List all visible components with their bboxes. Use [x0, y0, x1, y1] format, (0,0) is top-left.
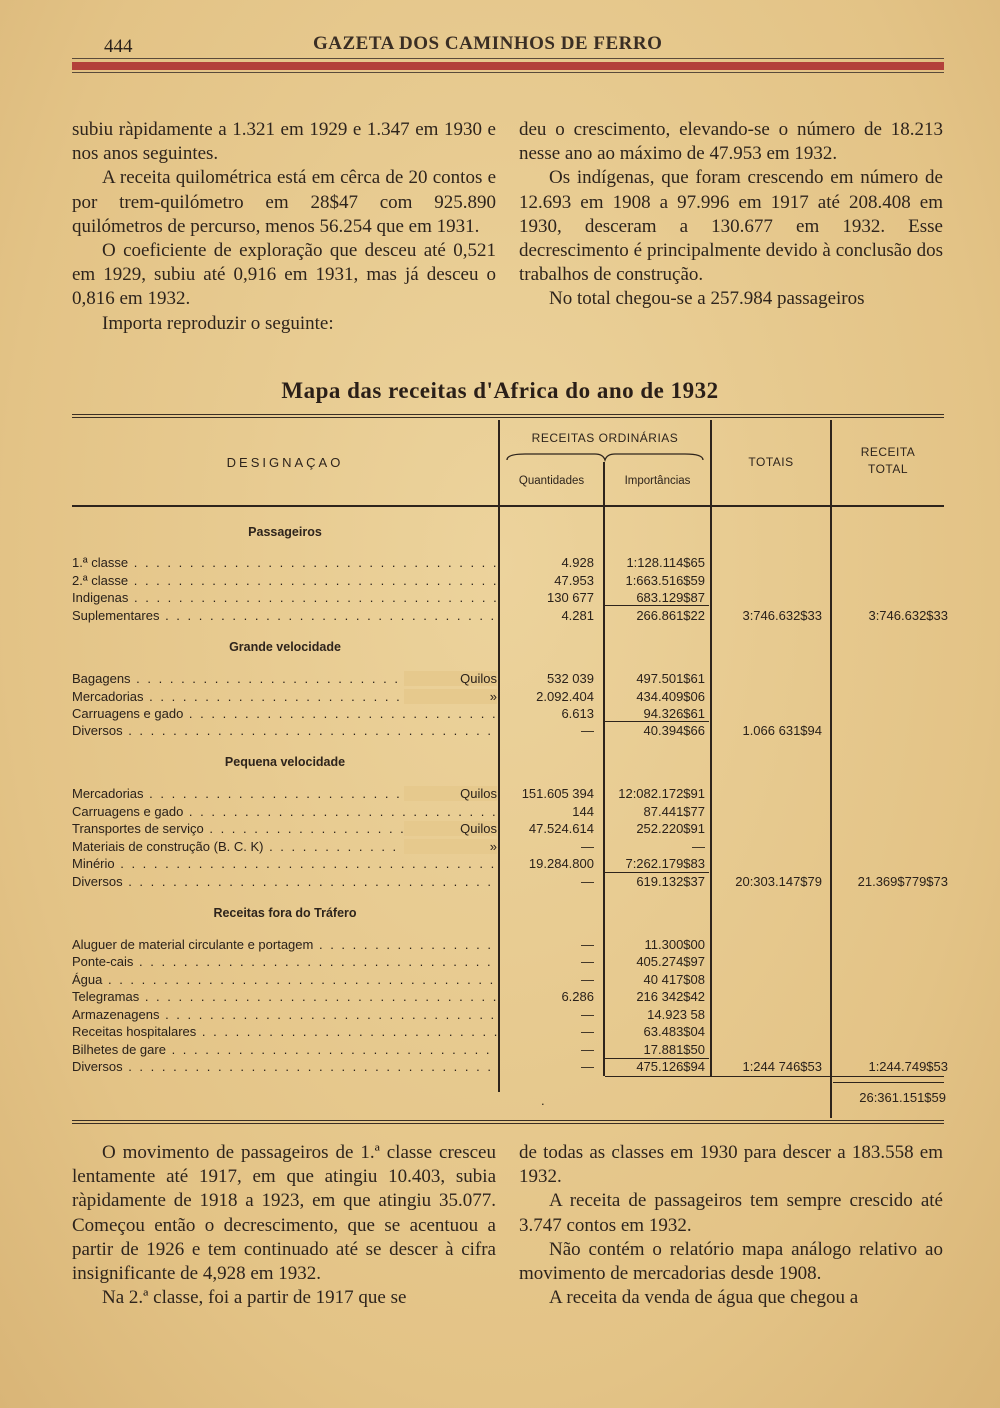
- paragraph: A receita da venda de água que chegou a: [549, 1287, 859, 1309]
- paragraph: deu o crescimento, elevando-se o número de 18.213 nesse ano ao máximo de 47.953 em 1932.: [519, 119, 943, 165]
- header-total: TOTAL: [867, 462, 909, 476]
- subtotal-rule: [605, 605, 709, 606]
- header-designacao: DESIGNAÇAO: [226, 455, 344, 470]
- header-quantidades: Quantidades: [518, 475, 585, 487]
- bottom-left-column: [72, 1141, 496, 1310]
- header-receitas-ordinarias: RECEITAS ORDINÁRIAS: [531, 431, 679, 445]
- header-rule-left: [72, 505, 498, 507]
- subtotal-rule: [605, 721, 709, 722]
- paragraph: O movimento de passageiros de 1.ª classe cresceu lentamente até 1917, em que atingiu 10.403, subia ràpidamente de 1918 a 1923, em que atingiu 35.077. Começou então o decrescimento, que se acentuou a partir de 1926 e tem continuado até se descer à cifra insignificante de 4,928 em 1932.: [72, 1142, 496, 1285]
- section-title: Receitas fora do Tráfero: [213, 906, 357, 920]
- table-bottom-rule: [72, 1120, 944, 1124]
- paragraph: subiu ràpidamente a 1.321 em 1929 e 1.347 em 1930 e nos anos seguintes.: [72, 119, 496, 165]
- header-receita: RECEITA: [860, 445, 916, 459]
- col-divider: [830, 420, 832, 1118]
- paragraph: Os indígenas, que foram crescendo em número de 12.693 em 1908 a 97.996 em 1917 até 208.408 em 1930, desceram a 130.677 em 1932. Esse decrescimento é principalmente devido à conclusão dos trabalhos de construção.: [519, 167, 943, 286]
- paragraph: A receita de passageiros tem sempre crescido até 3.747 contos em 1932.: [519, 1190, 943, 1236]
- header-brace: [505, 450, 705, 464]
- paragraph: Na 2.ª classe, foi a partir de 1917 que se: [102, 1287, 407, 1309]
- table-title: Mapa das receitas d'Africa do ano de 1932: [281, 378, 719, 403]
- page: 444 GAZETA DOS CAMINHOS DE FERRO subiu ràpidamente a 1.321 em 1929 e 1.347 em 1930 e nos anos seguintes. A receita quilométrica está em cêrca de 20 contos e por trem-quilómetro em 28$47 com 925.890 quilómetros de percurso, menos 56.254 que em 1931. O coeficiente de exploração que desceu até 0,521 em 1929, subiu até 0,916 em 1931, mas já desceu o 0,816 em 1932. Importa reproduzir o seguinte: deu o crescimento, elevando-se o número de 18.213 nesse ano ao máximo de 47.953 em 1932. Os indígenas, que foram crescendo em número de 12.693 em 1908 a 97.996 em 1917 até 208.408 em 1930, desceram a 130.677 em 1932. Esse decrescimento é principalmente devido à conclusão dos trabalhos de construção. No total chegou-se a 257.984 passageiros Mapa das receitas d'Africa do ano de 1932 DESIGNAÇAO RECEITAS ORDINÁRIAS Quantidades Importâncias TOTAIS RECEITA TOTAL Passageiros 1.ª classe . . . 4.928 1:128.114$65 2.ª classe . . . 47.953 1:663.516$59 Indigenas . . . 130 677 683.129$87 Suplementares . . . 4.281 266.861$22 3:746.632$33 3:746.632$33 Grande velocidade Bagagens . . . Quilos 532 039 497.501$61 Mercadorias . . . » 2.092.404 434.409$06 Carruagens e gado . . . 6.613 94.326$61 Diversos . . . — 40.394$66 1.066 631$94 Pequena velocidade Mercadorias . . . Quilos 151.605 394 12:082.172$91 Carruagens e gado . . . 144 87.441$77 Transportes de serviço . . . Quilos 47.524.614 252.220$91 Materiais de construção (B. C. K) . . . » — — Minério . . . 19.284.800 7:262.179$83 Diversos . . . — 619.132$37 20:303.147$79 21.369$779$73 Receitas fora do Tráfero Aluguer de material circulante e portagem . . . — 11.300$00 Ponte-cais . . . — 405.274$97 Água . . . — 40 417$08 Telegramas . . . 6.286 216 342$42 Armazenagens . . . — 14.923 58 Receitas hospitalares . . . — 63.483$04 Bilhetes de gare . . . — 17.881$50 Diversos . . . — 475.126$94 1:244 746$53 1:244.749$53 . 26:361.151$59 O movimento de passageiros de 1.ª classe cresceu lentamente até 1917, em que atingiu 10.403, subia ràpidamente de 1918 a 1923, em que atingiu 35.077. Começou então o decrescimento, que se acentuou a partir de 1926 e tem continuado até se descer à cifra insignificante de 4,928 em 1932. Na 2.ª classe, foi a partir de 1917 que se de todas as classes em 1930 para descer a 183.558 em 1932. A receita de passageiros tem sempre crescido até 3.747 contos em 1932. Não contém o relatório mapa análogo relativo ao movimento de mercadorias desde 1908. A receita da venda de água que chegou a: [0, 0, 1000, 1408]
- section-title: Pequena velocidade: [224, 755, 346, 769]
- journal-title: GAZETA DOS CAMINHOS DE FERRO: [313, 33, 663, 54]
- footnote-mark: .: [541, 1093, 545, 1108]
- page-number: 444: [104, 36, 133, 57]
- paragraph: O coeficiente de exploração que desceu até 0,521 em 1929, subiu até 0,916 em 1931, mas já desceu o 0,816 em 1932.: [72, 240, 496, 310]
- paragraph: Importa reproduzir o seguinte:: [102, 312, 334, 334]
- header-rule: [72, 58, 944, 59]
- total-rule: [833, 1082, 944, 1083]
- paragraph: A receita quilométrica está em cêrca de 20 contos e por trem-quilómetro em 28$47 com 925.890 quilómetros de percurso, menos 56.254 que em 1931.: [72, 167, 496, 237]
- section-title: Passageiros: [248, 525, 322, 539]
- subtotal-rule: [605, 872, 709, 873]
- grand-total: 26:361.151$59: [859, 1090, 946, 1105]
- header-rule-bottom: [72, 72, 944, 73]
- col-divider: [710, 420, 712, 1076]
- bottom-right-column: [519, 1141, 943, 1310]
- top-right-column: [519, 118, 943, 312]
- section-title: Grande velocidade: [229, 640, 341, 654]
- paragraph: No total chegou-se a 257.984 passageiros: [549, 288, 865, 310]
- paragraph: Não contém o relatório mapa análogo relativo ao movimento de mercadorias desde 1908.: [519, 1238, 943, 1285]
- paragraph: de todas as classes em 1930 para descer a 183.558 em 1932.: [519, 1142, 943, 1188]
- top-left-column: [72, 118, 496, 336]
- table-top-rule: [72, 414, 944, 418]
- header-red-band: [72, 62, 944, 70]
- total-rule: [605, 1076, 944, 1077]
- header-totais: TOTAIS: [748, 455, 794, 469]
- header-rule-right: [500, 505, 944, 507]
- header-importancias: Importâncias: [624, 475, 691, 487]
